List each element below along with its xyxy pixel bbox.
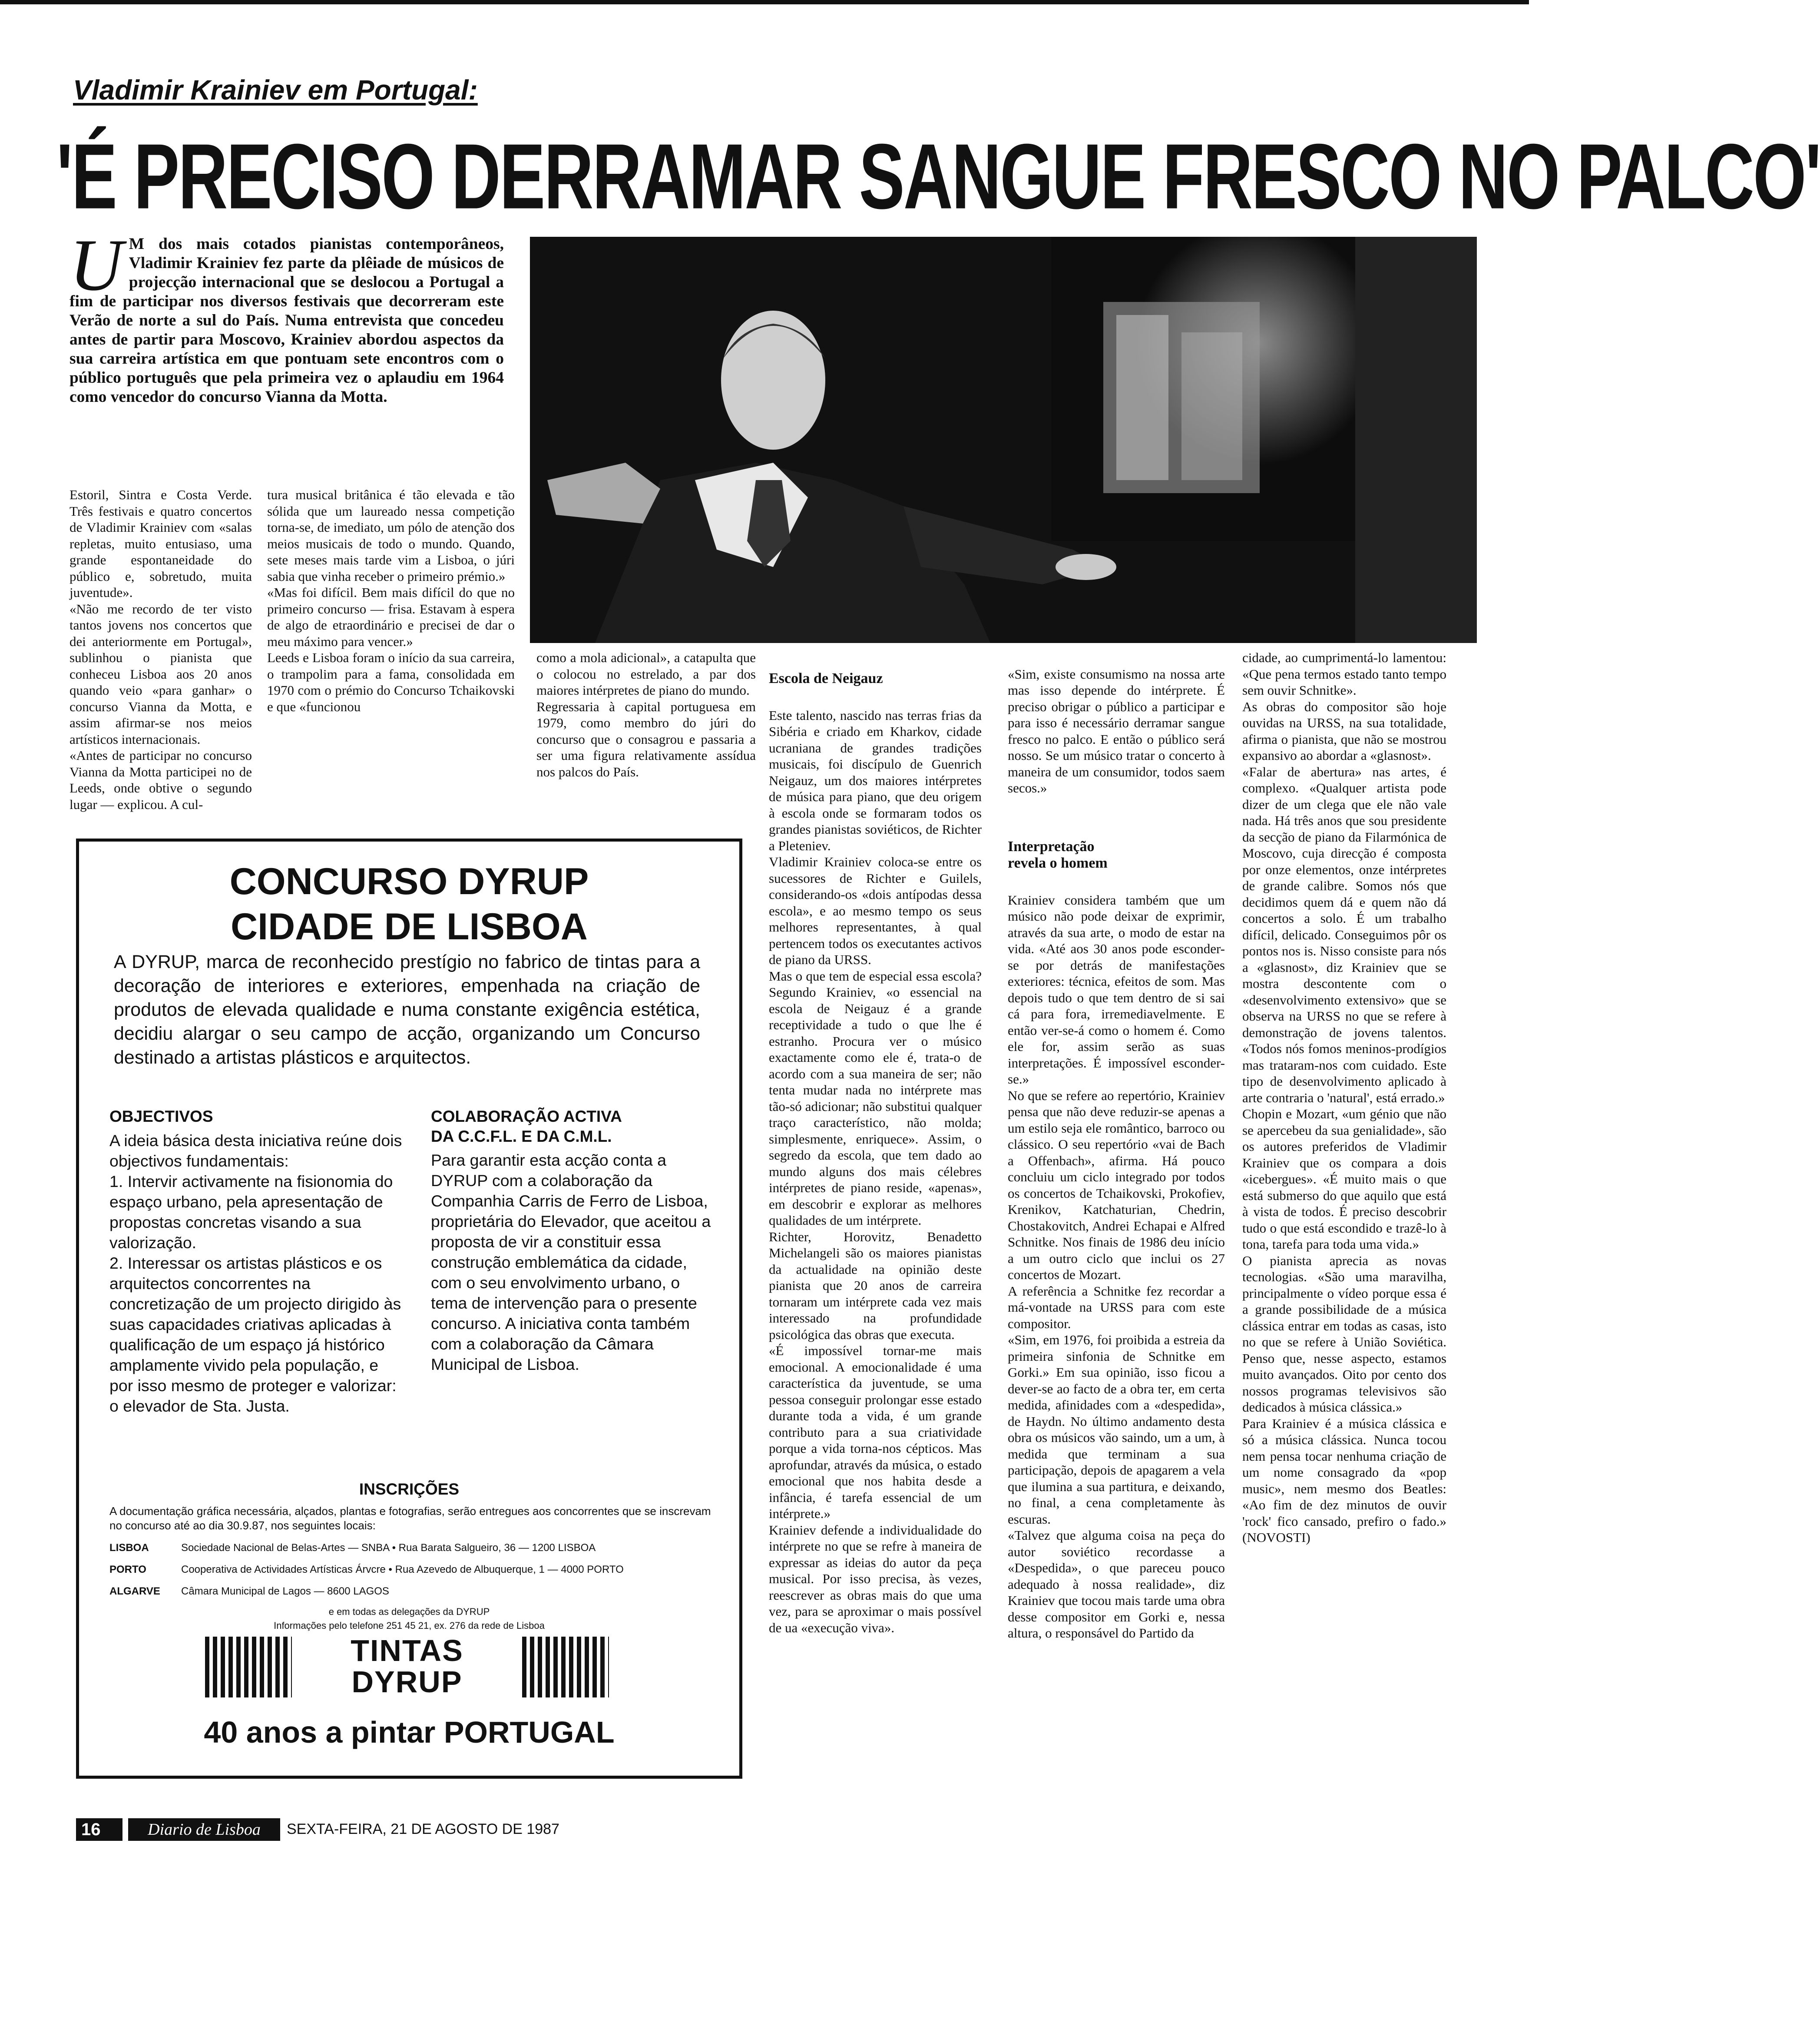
lead-text: M dos mais cotados pianistas contemporâneos, Vladimir Krainiev fez parte da plêiade de músicos de projecção internacional que se deslocou a Portugal a fim de participar nos diversos festivais que decorreram este Verão de norte a sul do País. Numa entrevista que concedeu antes de partir para Moscovo, Krainiev abordou aspectos da sua carreira artística em que pontuam sete encontros com o público português que pela primeira vez o aplaudiu em 1964 como vencedor do concurso Vianna da Motta.	[69, 235, 504, 406]
pianist-photo	[530, 237, 1477, 643]
drop-cap: U	[69, 224, 123, 306]
issue-date: SEXTA-FEIRA, 21 DE AGOSTO DE 1987	[287, 1821, 559, 1837]
inscricoes-text: A documentação gráfica necessária, alçados, plantas e fotografias, serão entregues aos concorrentes que se inscrevam no concurso até ao dia 30.9.87, nos seguintes locais:	[109, 1505, 711, 1532]
inscricoes-heading: INSCRIÇÕES	[359, 1480, 460, 1498]
dyrup-advertisement	[76, 839, 742, 1779]
location-algarve: ALGARVE Câmara Municipal de Lagos — 8600 LAGOS	[109, 1585, 389, 1597]
column-5-text-a: «Sim, existe consumismo na nossa arte mas isso depende do intérprete. É preciso obrigar o público a participar e para isso é necessário derramar sangue fresco no palco. E então o público será nosso. Se um músico tratar o concerto à maneira de um consumidor, todos saem secos.»	[1008, 666, 1225, 796]
objectivos-text: A ideia básica desta iniciativa reúne dois objectivos fundamentais: 1. Intervir activamente na fisionomia do espaço urbano, pela apresentação de propostas concretas visando a sua valorização. 2. Interessar os artistas plásticos e os arquitectos concorrentes na concretização de um projecto dirigido às suas capacidades criativas aplicadas à qualificação de um espaço já histórico amplamente vivido pela população, e por isso mesmo de proteger e valorizar: o elevador de Sta. Justa.	[109, 1131, 402, 1415]
article-column-2: tura musical britânica é tão elevada e tão sólida que um laureado nessa competição torna-se, de imediato, um pólo de atenção dos meios musicais de todo o mundo. Quando, sete meses mais tarde vim a Lisboa, o júri sabia que vinha receber o primeiro prémio.» «Mas foi difícil. Bem mais difícil do que no primeiro concurso — frisa. Estavam à espera de algo de etraordinário e precisei de dar o meu máximo para vencer.» Leeds e Lisboa foram o início da sua carreira, o trampolim para a fama, consolidada em 1970 com o prémio do Concurso Tchaikovski e que «funcionou	[267, 487, 515, 714]
logo-text: TINTAS DYRUP	[351, 1634, 463, 1699]
article-column-5	[1008, 650, 1225, 1657]
delegacoes-text: e em todas as delegações da DYRUP	[328, 1606, 490, 1617]
kicker: Vladimir Krainiev em Portugal:	[73, 74, 478, 106]
headline: 'É PRECISO DERRAMAR SANGUE FRESCO NO PALCO'	[56, 125, 1820, 229]
column-4-text: Este talento, nascido nas terras frias da Sibéria e criado em Kharkov, cidade ucraniana de grandes tradições musicais, foi discípulo de Guenrich Neigauz, um dos maiores intérpretes de música para piano, que deu origem à escola onde se formaram todos os grandes pianistas soviéticos, de Richter a Pleteniev. Vladimir Krainiev coloca-se entre os sucessores de Richter e Guilels, considerando-os «dois antípodas dessa escola», e ao mesmo tempo os seus melhores representantes, à qual pertencem todos os executantes activos de piano da URSS. Mas o que tem de especial essa escola? Segundo Krainiev, «o essencial na escola de Neigauz é a grande receptividade a tudo o que lhe é estranho. Procura ver o músico exactamente como ele é, trata-o de acordo com a sua maneira de ser; não tenta mudar nada no intérprete mas tão-só adicionar; não substitui qualquer traço característico, não molda; simplesmente, enriquece». Assim, o segredo da escola, que tem dado ao mundo alguns dos mais célebres intérpretes de piano reside, «apenas», em descobrir e explorar as melhores qualidades de um intérprete. Richter, Horovitz, Benadetto Michelangeli são os maiores pianistas da actualidade na opinião deste pianista que 20 anos de carreira tornaram um intérprete cada vez mais interessado na profundidade psicológica das obras que executa. «É impossível tornar-me mais emocional. A emocionalidade é uma característica da juventude, se uma pessoa conseguir prolongar esse estado durante toda a vida, é um grande contributo para a sua criatividade porque a vida torna-nos cépticos. Mas aprofundar, através da música, o estado emocional que nos habita desde a infância, é tarefa essencial de um intérprete.» Krainiev defende a individualidade do intérprete no que se refre à maneira de expressar as ideias do autor da peça musical. Por isso precisa, às vezes, reescrever as obras mais do que uma vez, para se aproximar o mais possível de ua «execução viva».	[769, 707, 982, 1635]
column-5-text-b: Krainiev considera também que um músico não pode deixar de exprimir, através da sua arte, o modo de estar na vida. «Até aos 30 anos pode esconder-se por detrás de manifestações exteriores: técnica, efeitos de som. Mas depois tudo o que tem dentro de si sai cá para fora, irremediavelmente. E então ver-se-á como o homem é. Como ele for, assim serão as suas interpretações. É impossível esconder-se.» No que se refere ao repertório, Krainiev pensa que não deve reduzir-se apenas a um estilo seja ele romântico, barroco ou clássico. O seu repertório «vai de Bach a Offenbach», afirma. Há pouco concluiu um ciclo integrado por todos os concertos de Tchaikovski, Prokofiev, Krenikov, Katchaturian, Chedrin, Chostakovitch, Andrei Echapai e Alfred Schnitke. Nos finais de 1986 deu início a um outro ciclo que inclui os 27 concertos de Mozart. A referência a Schnitke fez recordar a má-vontade na URSS para com este compositor. «Sim, em 1976, foi proibida a estreia da primeira sinfonia de Schnitke em Gorki.» Em sua opinião, isso ficou a dever-se ao facto de a obra ter, em certa medida, afinidades com a «despedida», de Haydn. No último andamento desta obra os músicos vão saindo, um a um, à medida que terminam a sua participação, depois de apagarem a vela que ilumina a sua partitura, e deixando, no final, a cena completamente às escuras. «Talvez que alguma coisa na peça do autor soviético recordasse a «Despedida», o que pareceu pouco adequado à nossa realidade», diz Krainiev que tocou mais tarde uma obra desse compositor em Gorki e, nessa altura, o responsável do Partido da	[1008, 892, 1225, 1641]
ad-title: CONCURSO DYRUP CIDADE DE LISBOA	[229, 861, 589, 948]
dyrup-logo	[205, 1634, 609, 1699]
page-number: 16	[76, 1818, 122, 1841]
colaboracao-text: Para garantir esta acção conta a DYRUP com a colaboração da Companhia Carris de Ferro de Lisboa, proprietária do Elevador, que aceitou a proposta de vir a constituir essa construção emblemática da cidade, com o seu envolvimento urbano, o tema de intervenção para o presente concurso. A iniciativa conta também com a colaboração da Câmara Municipal de Lisboa.	[431, 1151, 711, 1373]
objectivos-heading: OBJECTIVOS	[109, 1107, 213, 1125]
ad-intro: A DYRUP, marca de reconhecido prestígio no fabrico de tintas para a decoração de interiores e exteriores, empenhada na criação de produtos de elevada qualidade e numa constante exigência estética, decidiu alargar o seu campo de acção, organizando um Concurso destinado a artistas plásticos e arquitectos.	[114, 951, 700, 1068]
article-column-1: Estoril, Sintra e Costa Verde. Três festivais e quatro concertos de Vladimir Krainiev com «salas repletas, muito entusiaso, uma grande espontaneidade do público e, sobretudo, muita juventude». «Não me recordo de ter visto tantos jovens nos concertos que dei anteriormente em Portugal», sublinhou o pianista que conheceu Lisboa aos 20 anos quando veio «para ganhar» o concurso Vianna da Motta, e assim afirmar-se nos meios artísticos internacionais. «Antes de participar no concurso Vianna da Motta participei no de Leeds, onde obtive o segundo lugar — explicou. A cul-	[69, 487, 252, 812]
page-footer	[76, 1818, 684, 1841]
subheading-escola: Escola de Neigauz	[769, 670, 883, 686]
newspaper-name: Diario de Lisboa	[128, 1818, 280, 1841]
article-column-4	[769, 650, 982, 1652]
location-porto: PORTO Cooperativa de Actividades Artísticas Árvcre • Rua Azevedo de Albuquerque, 1 — 4000 PORTO	[109, 1564, 624, 1575]
article-column-6: cidade, ao cumprimentá-lo lamentou: «Que pena termos estado tanto tempo sem ouvir Schnitke». As obras do compositor são hoje ouvidas na URSS, na sua totalidade, afirma o pianista, que não se mostrou expansivo ao abordar a «glasnost». «Falar de abertura» nas artes, é complexo. «Qualquer artista pode dizer de um clega que ele não vale nada. Há três anos que sou presidente da secção de piano da Filarmónica de Moscovo, cuja direcção é composta por onze elementos, onze intérpretes de grande calibre. Somos nós que decidimos quem dá e quem não dá concertos a solo. É um trabalho difícil, delicado. Conseguimos pôr os pontos nos is. Nisso consiste para nós a «glasnost», diz Krainiev que se mostra descontente com o «desenvolvimento extensivo» que se observa na URSS no que se refere à demonstração de jovens talentos. «Todos nós fomos meninos-prodígios mas trataram-nos com cuidado. Este tipo de desenvolvimento aplicado à arte contraria o 'natural', está errado.» Chopin e Mozart, «um génio que não se apercebeu da sua genialidade», são os autores preferidos de Vladimir Krainiev que os compara a dois «icebergues». «É muito mais o que está submerso do que aquilo que está à vista de todos. É preciso descobrir tudo o que está escondido e trazê-lo à tona, tarefa para toda uma vida.» O pianista aprecia as novas tecnologias. «São uma maravilha, principalmente o vídeo porque essa é a grande possibilidade de a música clássica entrar em todas as casas, isto no que se refere à União Soviética. Penso que, nesse aspecto, estamos muito avançados. Oito por cento dos nossos programas televisivos são dedicados à música clássica.» Para Krainiev é a música clássica e só a música clássica. Nunca tocou nem pensa tocar nenhuma criação de um nome consagrado da «pop music», nem mesmo dos Beatles: «Ao fim de dez minutos de ouvir 'rock' fico cansado, prefiro o fado.» (NOVOSTI)	[1242, 650, 1446, 1545]
location-lisboa: LISBOA Sociedade Nacional de Belas-Artes — SNBA • Rua Barata Salgueiro, 36 — 1200 LISBOA	[109, 1542, 596, 1554]
colaboracao-heading: COLABORAÇÃO ACTIVA DA C.C.F.L. E DA C.M.L.	[431, 1107, 622, 1145]
telefone-text: Informações pelo telefone 251 45 21, ex. 276 da rede de Lisboa	[274, 1620, 545, 1631]
top-rule	[0, 0, 1529, 4]
logo-stripes-left	[205, 1637, 292, 1697]
subheading-interpretacao: Interpretação revela o homem	[1008, 839, 1108, 871]
logo-stripes-right	[522, 1637, 609, 1697]
article-column-3: como a mola adicional», a catapulta que o colocou no estrelado, a par dos maiores intérpretes de piano do mundo. Regressaria à capital portuguesa em 1979, como membro do júri do concurso que o consagrou e passaria a ser uma figura relativamente assídua nos palcos do País.	[536, 650, 756, 779]
lead-paragraph	[69, 224, 504, 407]
ad-slogan: 40 anos a pintar PORTUGAL	[204, 1715, 615, 1749]
